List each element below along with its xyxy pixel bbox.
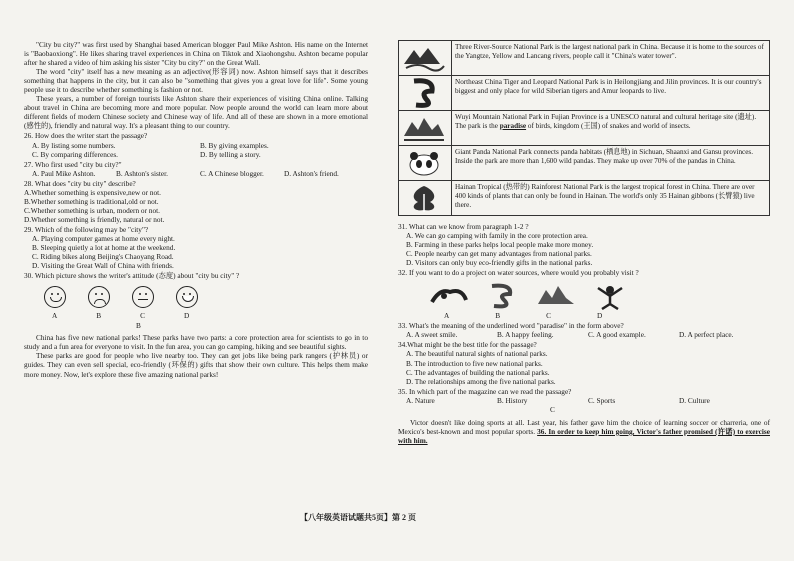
q28-option-a[interactable]: A.Whether something is expensive,new or not. [24, 187, 161, 197]
question-34: 34.What might be the best title for the passage? [398, 340, 537, 350]
q30-face-options [44, 286, 368, 308]
q35-option-b[interactable]: B. History [497, 395, 528, 405]
park-text-tiger-leopard: Northeast China Tiger and Leopard National Park is in Heilongjiang and Jilin provinces. It is our country's biggest and only place for wild Siberian tigers and Amur leopards to live. [452, 76, 770, 111]
park-row-three-river [399, 41, 770, 76]
q29-option-a[interactable]: A. Playing computer games at home every night. [32, 233, 175, 243]
q32-logo-labels [444, 311, 770, 320]
q34-option-b[interactable]: B. The introduction to five new national parks. [406, 358, 543, 368]
q27-option-c[interactable]: C. A Chinese blogger. [200, 168, 264, 178]
passage1-paragraph2: The word "city" itself has a new meaning as an adjective(形容词) now. Ashton himself says that it describes something that happens in the city, but it can also be "something that gives you a great love for life". Some young people use it to describe whether something is fashion or not. [24, 67, 368, 95]
q32-logo-options [428, 282, 770, 310]
q27-option-a[interactable]: A. Paul Mike Ashton. [32, 168, 96, 178]
option-b-tiger-logo-icon[interactable] [482, 282, 522, 310]
hainan-rainforest-logo-icon [399, 181, 452, 216]
laughing-face-icon[interactable] [176, 286, 198, 308]
q32-label-c: C [546, 311, 552, 321]
q27-option-d[interactable]: D. Ashton's friend. [284, 168, 339, 178]
q34-option-d[interactable]: D. The relationships among the five national parks. [406, 376, 556, 386]
wuyi-mountain-logo-icon [399, 111, 452, 146]
q32-label-d: D [597, 311, 603, 321]
q30-face-labels [52, 311, 368, 320]
option-d-gibbon-logo-icon[interactable] [590, 282, 630, 310]
q35-option-d[interactable]: D. Culture [679, 395, 710, 405]
q33-option-c[interactable]: C. A good example. [588, 330, 646, 340]
park-text-giant-panda: Giant Panda National Park connects panda habitats (栖息地) in Sichuan, Shaanxi and Gansu provinces. Inside the park are more than 1,600 wild pandas. They make up over 70% of the pandas in China. [452, 146, 770, 181]
question-30: 30. Which picture shows the writer's attitude (态度) about "city bu city" ? [24, 271, 240, 281]
q30-label-d: D [184, 311, 190, 321]
neutral-face-icon[interactable] [132, 286, 154, 308]
park-text-hainan-rainforest: Hainan Tropical (热带的) Rainforest National Park is the largest tropical forest in China. There are over 400 kinds of plants that can only be found in Hainan. The world's only 35 Hainan gibbons (长臂猿) live there. [452, 181, 770, 216]
q28-option-c[interactable]: C.Whether something is urban, modern or not. [24, 205, 160, 215]
q30-label-b: B [96, 311, 102, 321]
q30-handwritten-answer: B [136, 321, 141, 331]
question-32: 32. If you want to do a project on water sources, where would you probably visit ? [398, 268, 639, 278]
question-27: 27. Who first used "city bu city?" [24, 159, 122, 169]
q26-option-c[interactable]: C. By comparing differences. [32, 149, 118, 159]
question-28: 28. What does "city bu city" describe? [24, 178, 136, 188]
q29-option-b[interactable]: B. Sleeping quietly a lot at home at the weekend. [32, 243, 176, 253]
passage2-paragraph2: These parks are good for people who live nearby too. They can get jobs like being park rangers (护林员) or guides. They can even sell special, eco-friendly (环保的) gifts that show their own culture. This helps them make more money. Now, let's explore these five amazing national parks! [24, 351, 368, 379]
passage3-paragraph1 [398, 418, 770, 445]
q33-option-b[interactable]: B. A happy feeling. [497, 330, 554, 340]
q31-option-b[interactable]: B. Farming in these parks helps local people make more money. [406, 240, 594, 250]
park-text-wuyi-mountain [452, 111, 770, 146]
q26-option-a[interactable]: A. By listing some numbers. [32, 140, 116, 150]
option-a-panda-logo-icon[interactable] [428, 282, 468, 310]
q31-option-d[interactable]: D. Visitors can only buy eco-friendly gifts in the national parks. [406, 258, 593, 268]
park-text-wuyi-part2: of birds, kingdom (王国) of snakes and world of insects. [527, 122, 691, 130]
q26-option-b[interactable]: B. By giving examples. [200, 140, 269, 150]
q34-option-c[interactable]: C. The advantages of building the national parks. [406, 367, 550, 377]
passage1-paragraph3: These years, a number of foreign tourists like Ashton share their experiences of visiting China online. Talking about travel in China are becoming more and more popular. Now people around the world can learn more about different fields of modern Chinese society and Chinese way of life. And all of these are shown in a more emotional (感性的), friendly and natural way. It's a pleasant thing to our country. [24, 94, 368, 131]
national-parks-table [398, 40, 770, 216]
q26-option-d[interactable]: D. By telling a story. [200, 149, 261, 159]
paradise-underlined-word: paradise [499, 122, 527, 130]
tiger-leopard-logo-icon [399, 76, 452, 111]
question-26: 26. How does the writer start the passage? [24, 131, 148, 141]
sad-face-icon[interactable] [88, 286, 110, 308]
giant-panda-logo-icon [399, 146, 452, 181]
q31-option-c[interactable]: C. People nearby can get many advantages from national parks. [406, 249, 592, 259]
question-35: 35. In which part of the magazine can we read the passage? [398, 386, 572, 396]
option-c-mountain-logo-icon[interactable] [536, 282, 576, 310]
q33-option-d[interactable]: D. A perfect place. [679, 330, 734, 340]
q27-options [24, 169, 368, 178]
q26-options-row1 [24, 141, 368, 150]
q31-option-a[interactable]: A. We can go camping with family in the core protection area. [406, 231, 588, 241]
question-33: 33. What's the meaning of the underlined word "paradise" in the form above? [398, 321, 624, 331]
passage3-text: Victor doesn't like doing sports at all. Last year, his father gave him the choice of learning soccer or charreria, one of Mexico's best-known and most popular sports. [398, 417, 770, 436]
q32-label-a: A [444, 311, 450, 321]
q30-label-c: C [140, 311, 146, 321]
q26-options-row2 [24, 150, 368, 159]
q29-option-d[interactable]: D. Visiting the Great Wall of China with friends. [32, 261, 174, 271]
q32-label-b: B [495, 311, 501, 321]
question-29: 29. Which of the following may be "city"? [24, 224, 149, 234]
page-footer: 【八年级英语试题共5页】第 2 页 [300, 513, 416, 522]
left-column [24, 40, 368, 379]
happy-face-icon[interactable] [44, 286, 66, 308]
park-row-hainan-rainforest [399, 181, 770, 216]
passage1-paragraph1: "City bu city?" was first used by Shanghai based American blogger Paul Mike Ashton. His name on the Internet is "Baobaoxiong". He likes sharing travel experiences in China on Tiktok and Xiaohongshu. Ashton became popular after he shared a video of him asking his sister "City bu city?" on the Great Wall. [24, 40, 368, 68]
q27-option-b[interactable]: B. Ashton's sister. [116, 168, 168, 178]
park-row-wuyi-mountain [399, 111, 770, 146]
q35-options [398, 396, 770, 405]
q28-option-b[interactable]: B.Whether something is traditional,old or not. [24, 196, 159, 206]
park-row-giant-panda [399, 146, 770, 181]
q35-option-a[interactable]: A. Nature [406, 395, 435, 405]
q34-option-a[interactable]: A. The beautiful natural sights of national parks. [406, 349, 548, 359]
passage3-blank-36: 36. In order to keep him going, Victor's father promised (许诺) to exercise with him. [398, 426, 770, 445]
q29-option-c[interactable]: C. Riding bikes along Beijing's Chaoyang Road. [32, 252, 174, 262]
park-text-three-river: Three River-Source National Park is the largest national park in China. Because it is home to the sources of the Yangtze, Yellow and Lancang rivers, people call it "China's water tower". [452, 41, 770, 76]
question-31: 31. What can we know from paragraph 1-2 ? [398, 222, 529, 231]
three-river-logo-icon [399, 41, 452, 76]
q35-handwritten-answer: C [550, 404, 555, 414]
q33-options [398, 330, 770, 339]
q33-option-a[interactable]: A. A sweet smile. [406, 330, 458, 340]
passage2-paragraph1: China has five new national parks! These parks have two parts: a core protection area for scientists to go in to study and a fun area for everyone to visit. In the fun area, you can go camping, hiking and see beautiful sights. [24, 333, 368, 352]
q28-option-d[interactable]: D.Whether something is friendly, natural or not. [24, 214, 165, 224]
right-column [398, 40, 770, 445]
park-row-tiger-leopard [399, 76, 770, 111]
q30-label-a: A [52, 311, 58, 321]
park-text-wuyi-part1: Wuyi Mountain National Park in Fujian Province is a UNESCO natural and cultural heritage site (遗址). The park is the [455, 113, 757, 130]
q35-option-c[interactable]: C. Sports [588, 395, 616, 405]
